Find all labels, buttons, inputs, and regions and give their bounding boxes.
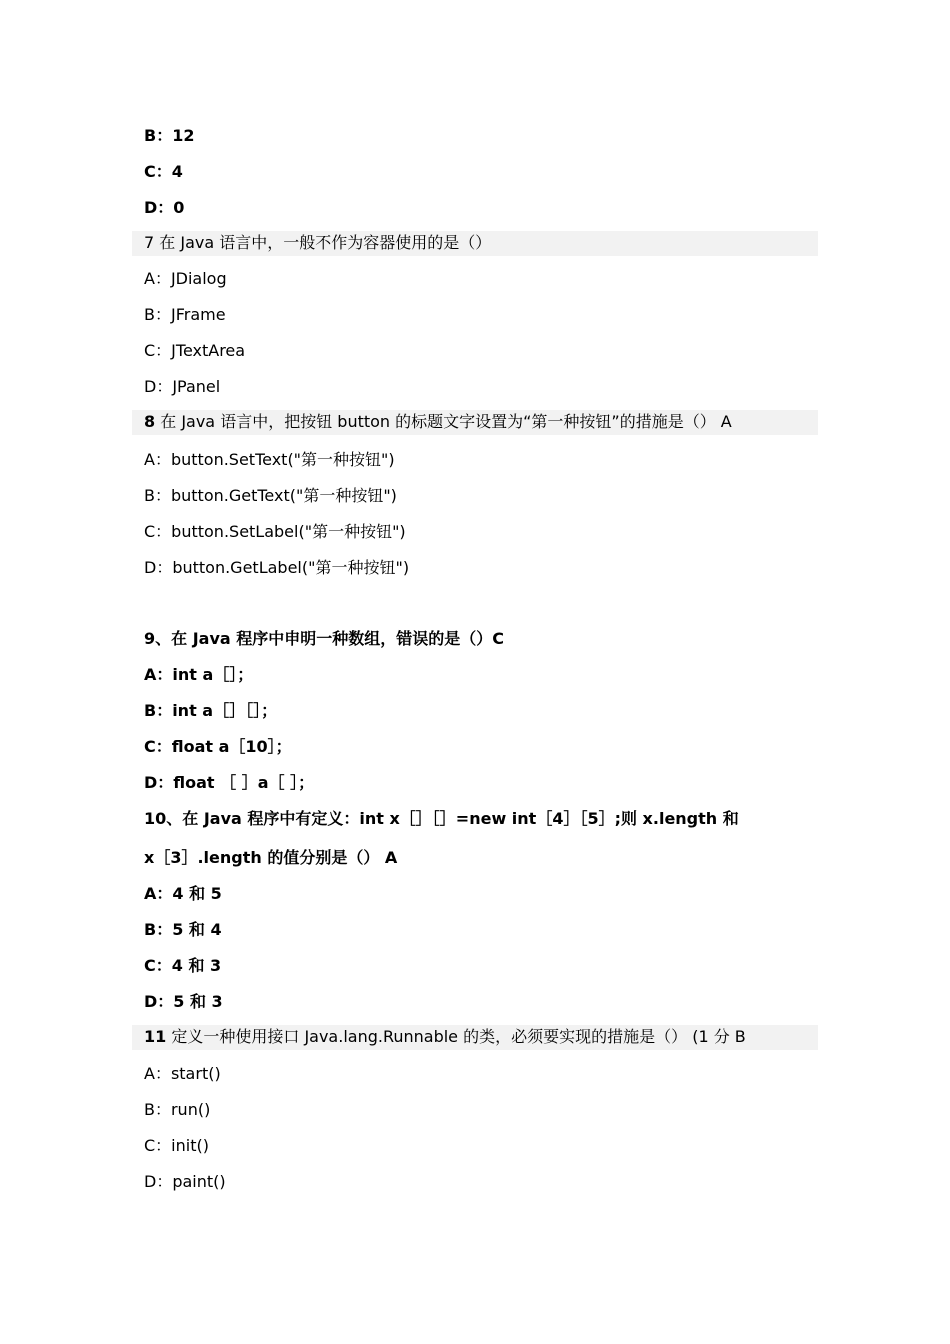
q8-stem: 在 Java 语言中，把按钮 button 的标题文字设置为“第一种按钮”的措施是（） A: [155, 412, 732, 431]
q10-option-a: A：4 和 5: [144, 884, 222, 903]
q8-stem-line: [144, 411, 732, 433]
q10-option-c: C：4 和 3: [144, 956, 222, 975]
q6-option-b: B：12: [144, 126, 195, 145]
q7-option-b: B：JFrame: [144, 305, 226, 324]
q8-option-a: A：button.SetText("第一种按钮"): [144, 450, 395, 469]
q11-stem-line: [144, 1026, 746, 1048]
q10-option-b: B：5 和 4: [144, 920, 222, 939]
q6-option-c: C：4: [144, 162, 183, 181]
q11-stem: 定义一种使用接口 Java.lang.Runnable 的类，必须要实现的措施是（） (1 分 B: [166, 1027, 746, 1046]
q9-stem: 9、在 Java 程序中申明一种数组，错误的是（）C: [144, 629, 504, 648]
q8-option-d: D：button.GetLabel("第一种按钮"): [144, 558, 410, 577]
q8-number: 8: [144, 412, 156, 431]
q10-option-d: D：5 和 3: [144, 992, 223, 1011]
q9-option-a: A：int a［］；: [144, 665, 254, 684]
q7-option-c: C：JTextArea: [144, 341, 246, 360]
q11-option-a: A：start(): [144, 1064, 221, 1083]
q7-stem: 7 在 Java 语言中，一般不作为容器使用的是（）: [144, 233, 492, 252]
q9-option-d: D：float ［ ］a［ ］；: [144, 773, 315, 792]
q8-option-c: C：button.SetLabel("第一种按钮"): [144, 522, 406, 541]
q10-stem-line-1: 10、在 Java 程序中有定义：int x［］［］=new int［4］［5］;则 x.length 和: [144, 809, 739, 828]
q9-option-b: B：int a［］［］；: [144, 701, 278, 720]
q8-option-b: B：button.GetText("第一种按钮"): [144, 486, 397, 505]
q11-option-d: D：paint(): [144, 1172, 226, 1191]
q11-option-c: C：init(): [144, 1136, 209, 1155]
q11-option-b: B：run(): [144, 1100, 211, 1119]
q6-option-d: D：0: [144, 198, 185, 217]
q7-option-a: A：JDialog: [144, 269, 227, 288]
q11-number: 11: [144, 1027, 167, 1046]
q7-option-d: D：JPanel: [144, 377, 221, 396]
q9-option-c: C：float a［10］；: [144, 737, 292, 756]
q10-stem-line-2: x［3］.length 的值分别是（） A: [144, 848, 398, 867]
